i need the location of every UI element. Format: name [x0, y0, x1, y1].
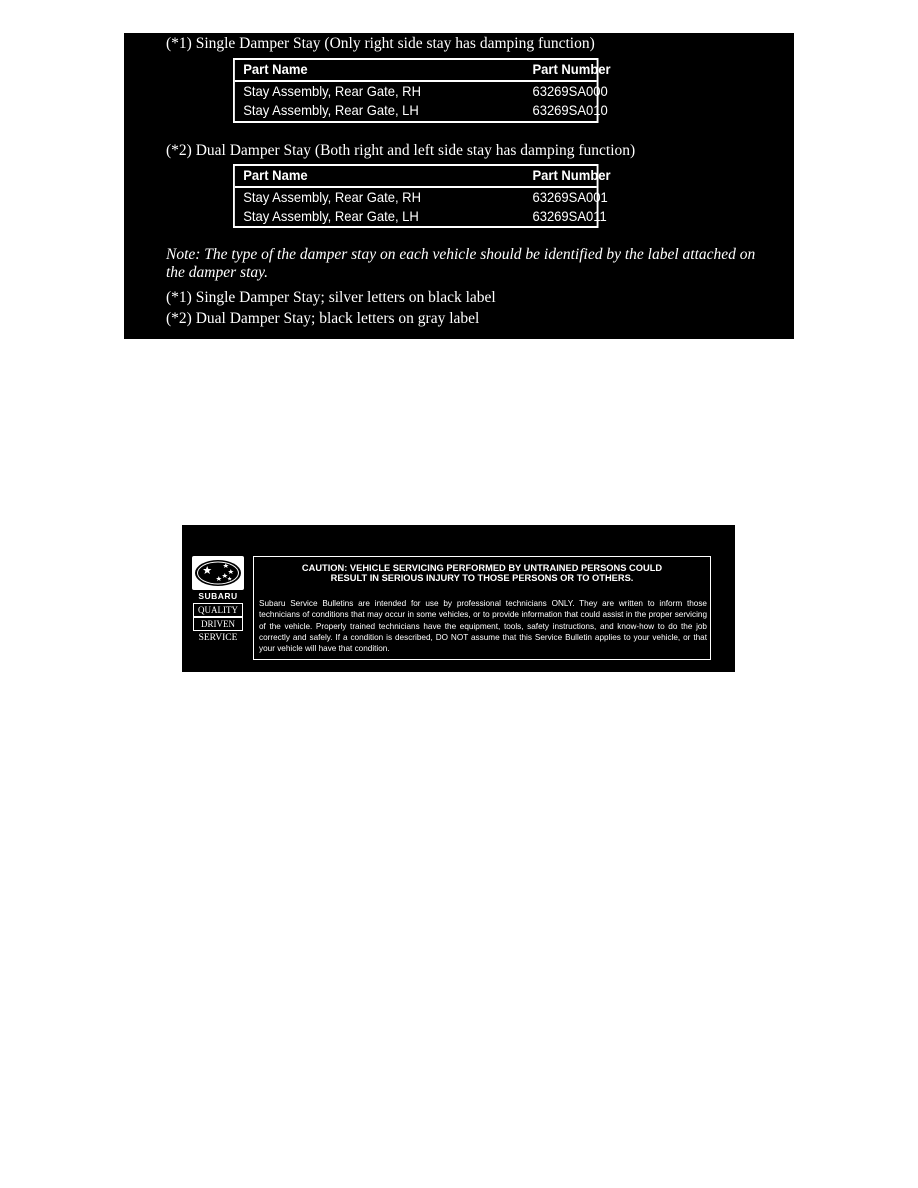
part-number-cell: 63269SA000	[532, 83, 608, 99]
part-number-cell: 63269SA001	[532, 189, 608, 205]
table-row	[235, 207, 607, 226]
legend-dual-damper: (*2) Dual Damper Stay; black letters on gray label	[166, 310, 480, 327]
part-number-header: Part Number	[532, 167, 611, 183]
part-name-cell: Stay Assembly, Rear Gate, RH	[243, 189, 421, 205]
part-number-header: Part Number	[532, 61, 611, 77]
single-damper-caption: (*1) Single Damper Stay (Only right side stay has damping function)	[166, 35, 595, 52]
part-name-cell: Stay Assembly, Rear Gate, RH	[243, 83, 421, 99]
brand-wordmark: SUBARU	[192, 590, 244, 602]
caution-notice	[253, 556, 711, 660]
part-name-cell: Stay Assembly, Rear Gate, LH	[243, 102, 419, 118]
caution-banner	[182, 525, 735, 672]
part-number-cell: 63269SA010	[532, 102, 608, 118]
caution-title-line-1: CAUTION: VEHICLE SERVICING PERFORMED BY UNTRAINED PERSONS COULD	[301, 563, 663, 573]
single-damper-parts-table	[233, 58, 611, 123]
subaru-emblem-icon	[192, 556, 244, 590]
dual-damper-parts-table	[233, 164, 611, 228]
table-header	[235, 166, 611, 188]
table-row	[235, 82, 608, 101]
part-number-cell: 63269SA011	[532, 208, 607, 224]
identification-note: Note: The type of the damper stay on each vehicle should be identified by the label attached on the damper stay.	[166, 246, 756, 281]
dual-damper-caption: (*2) Dual Damper Stay (Both right and left side stay has damping function)	[166, 142, 636, 159]
table-row	[235, 188, 608, 207]
damper-info-panel	[124, 33, 794, 339]
legend-single-damper: (*1) Single Damper Stay; silver letters on black label	[166, 289, 496, 306]
service-label: SERVICE	[198, 633, 238, 643]
caution-title-line-2: RESULT IN SERIOUS INJURY TO THOSE PERSONS OR TO OTHERS.	[330, 573, 634, 583]
table-row	[235, 101, 608, 120]
part-name-header: Part Name	[243, 61, 308, 77]
quality-label: QUALITY	[193, 603, 243, 617]
table-header	[235, 60, 611, 82]
part-name-cell: Stay Assembly, Rear Gate, LH	[243, 208, 419, 224]
part-name-header: Part Name	[243, 167, 308, 183]
caution-body-text: Subaru Service Bulletins are intended for use by professional technicians ONLY. They are written to inform those technicians of conditions that may occur in some vehicles, or to provide information that could assist in the proper servicing of the vehicle. Properly trained technicians have the equipment, tools, safety instructions, and know-how to do the job correctly and safely. If a condition is described, DO NOT assume that this Service Bulletin applies to your vehicle, or that your vehicle will have that condition.	[259, 599, 707, 654]
caution-title	[254, 563, 710, 583]
subaru-quality-logo	[192, 556, 244, 641]
driven-label: DRIVEN	[193, 617, 243, 631]
